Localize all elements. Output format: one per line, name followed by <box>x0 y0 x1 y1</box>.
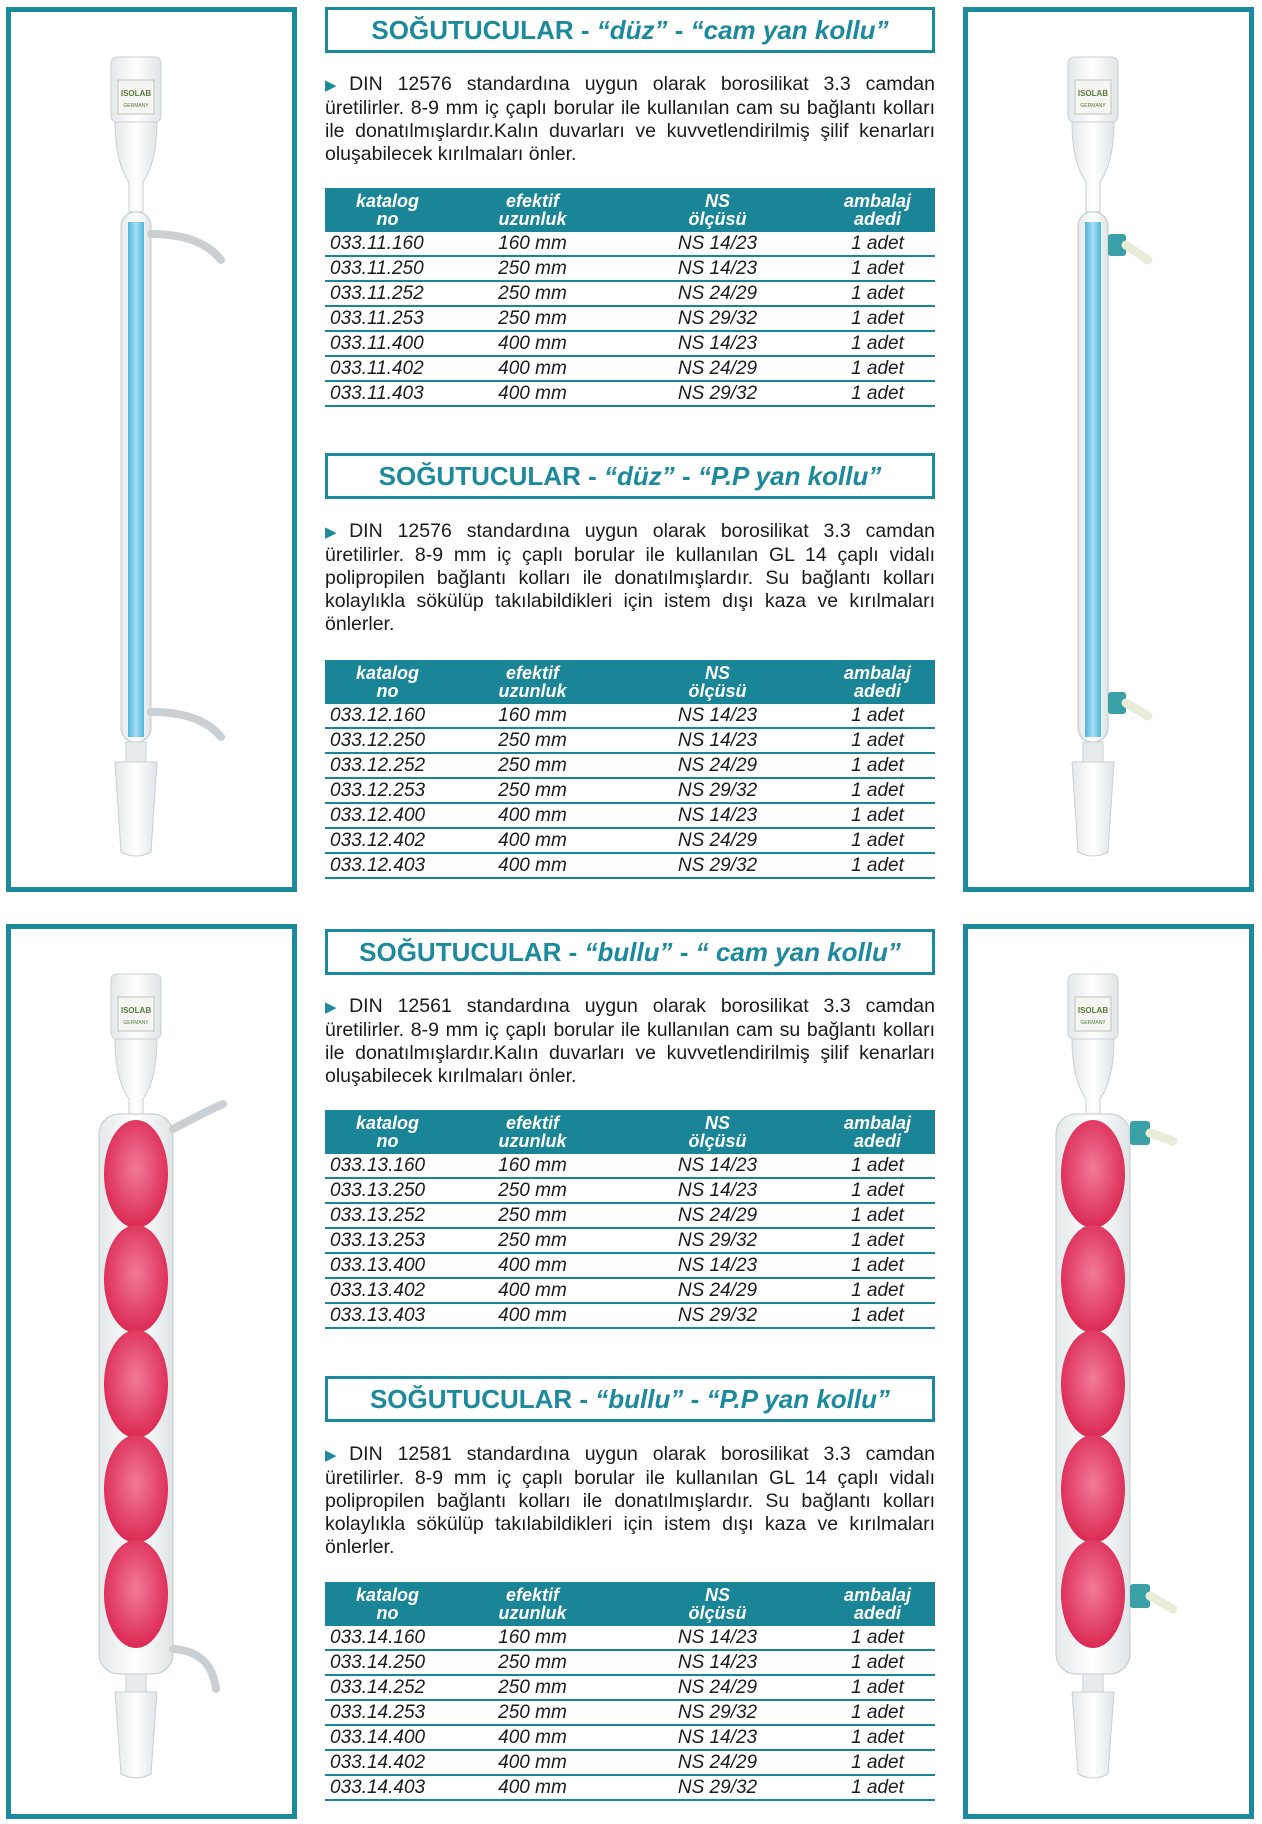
svg-text:GERMANY: GERMANY <box>1080 1020 1106 1026</box>
ns-size-cell: NS 14/23 <box>615 331 820 356</box>
table-row <box>325 1178 935 1203</box>
effective-length-cell: 250 mm <box>450 1178 615 1203</box>
header-package-qty-line1: ambalaj <box>843 191 912 211</box>
header-catalog-no <box>325 1110 450 1154</box>
header-effective-length-line2: uzunluk <box>498 681 567 701</box>
catalog-no-cell: 033.12.252 <box>325 753 450 778</box>
ns-size-cell: NS 24/29 <box>615 1750 820 1775</box>
header-package-qty-line2: adedi <box>853 1603 901 1623</box>
package-qty-cell: 1 adet <box>820 753 935 778</box>
effective-length-cell: 400 mm <box>450 381 615 406</box>
section-title <box>325 929 935 975</box>
catalog-no-cell: 033.14.400 <box>325 1725 450 1750</box>
ns-size-cell: NS 24/29 <box>615 1203 820 1228</box>
header-catalog-no <box>325 660 450 704</box>
package-qty-cell: 1 adet <box>820 803 935 828</box>
table-row <box>325 256 935 281</box>
header-effective-length-line1: efektif <box>505 191 559 211</box>
catalog-no-cell: 033.12.403 <box>325 853 450 878</box>
ns-size-cell: NS 24/29 <box>615 281 820 306</box>
catalog-no-cell: 033.14.160 <box>325 1626 450 1650</box>
package-qty-cell: 1 adet <box>820 778 935 803</box>
table-row <box>325 704 935 728</box>
package-qty-cell: 1 adet <box>820 1178 935 1203</box>
header-effective-length <box>450 1582 615 1626</box>
header-effective-length-line1: efektif <box>505 1113 559 1133</box>
package-qty-cell: 1 adet <box>820 1725 935 1750</box>
header-catalog-no-line2: no <box>376 1603 399 1623</box>
package-qty-cell: 1 adet <box>820 1650 935 1675</box>
title-arm-type: “cam yan kollu” <box>690 15 889 45</box>
effective-length-cell: 400 mm <box>450 803 615 828</box>
package-qty-cell: 1 adet <box>820 1750 935 1775</box>
table-row <box>325 778 935 803</box>
table-row <box>325 828 935 853</box>
header-ns-size-line2: ölçüsü <box>688 1131 747 1151</box>
svg-text:ISOLAB: ISOLAB <box>120 1006 152 1015</box>
package-qty-cell: 1 adet <box>820 1154 935 1178</box>
ns-size-cell: NS 14/23 <box>615 1626 820 1650</box>
effective-length-cell: 400 mm <box>450 1725 615 1750</box>
table-row <box>325 281 935 306</box>
table-row <box>325 1203 935 1228</box>
ns-size-cell: NS 14/23 <box>615 1178 820 1203</box>
arrow-right-icon: ▶ <box>325 999 347 1016</box>
ns-size-cell: NS 29/32 <box>615 381 820 406</box>
effective-length-cell: 400 mm <box>450 1303 615 1328</box>
arrow-right-icon: ▶ <box>325 1447 347 1464</box>
title-separator: - <box>672 937 696 967</box>
header-effective-length <box>450 660 615 704</box>
description-text: DIN 12581 standardına uygun olarak borosilikat 3.3 camdan üretilirler. 8-9 mm iç çaplı borular ile kullanılan GL 14 çaplı vidalı polipropilen bağlantı kolları ile donatılmışlardır. Su bağlantı kolları kolaylıkla sökülüp takılabildikleri için istem dışı kaza ve kırılmaları önlerler. <box>325 1443 935 1558</box>
title-type: “bullu” <box>584 937 673 967</box>
table-row <box>325 1626 935 1650</box>
catalog-no-cell: 033.13.400 <box>325 1253 450 1278</box>
catalog-table <box>325 188 935 407</box>
catalog-no-cell: 033.11.250 <box>325 256 450 281</box>
table-row <box>325 232 935 256</box>
effective-length-cell: 250 mm <box>450 281 615 306</box>
table-row <box>325 1700 935 1725</box>
table-header-row <box>325 1582 935 1626</box>
effective-length-cell: 160 mm <box>450 1154 615 1178</box>
table-row <box>325 1675 935 1700</box>
effective-length-cell: 400 mm <box>450 1750 615 1775</box>
header-package-qty-line1: ambalaj <box>843 663 912 683</box>
catalog-no-cell: 033.12.160 <box>325 704 450 728</box>
ns-size-cell: NS 29/32 <box>615 1700 820 1725</box>
package-qty-cell: 1 adet <box>820 256 935 281</box>
header-package-qty-line1: ambalaj <box>843 1113 912 1133</box>
product-description <box>325 1443 935 1559</box>
table-row <box>325 1750 935 1775</box>
effective-length-cell: 400 mm <box>450 1253 615 1278</box>
package-qty-cell: 1 adet <box>820 1700 935 1725</box>
ns-size-cell: NS 14/23 <box>615 803 820 828</box>
catalog-no-cell: 033.13.160 <box>325 1154 450 1178</box>
table-row <box>325 356 935 381</box>
section-title <box>325 453 935 499</box>
catalog-no-cell: 033.12.253 <box>325 778 450 803</box>
ns-size-cell: NS 29/32 <box>615 1228 820 1253</box>
effective-length-cell: 250 mm <box>450 753 615 778</box>
catalog-no-cell: 033.12.250 <box>325 728 450 753</box>
header-package-qty-line2: adedi <box>853 681 901 701</box>
catalog-no-cell: 033.14.253 <box>325 1700 450 1725</box>
product-description <box>325 73 935 166</box>
package-qty-cell: 1 adet <box>820 1303 935 1328</box>
package-qty-cell: 1 adet <box>820 1203 935 1228</box>
svg-text:GERMANY: GERMANY <box>123 1020 149 1026</box>
header-catalog-no-line1: katalog <box>355 1585 420 1605</box>
ns-size-cell: NS 14/23 <box>615 232 820 256</box>
catalog-table <box>325 1582 935 1801</box>
effective-length-cell: 160 mm <box>450 704 615 728</box>
catalog-no-cell: 033.11.253 <box>325 306 450 331</box>
table-row <box>325 1228 935 1253</box>
package-qty-cell: 1 adet <box>820 381 935 406</box>
effective-length-cell: 250 mm <box>450 256 615 281</box>
header-package-qty-line2: adedi <box>853 1131 901 1151</box>
header-ns-size-line1: NS <box>704 1585 730 1605</box>
header-package-qty <box>820 660 935 704</box>
catalog-no-cell: 033.12.402 <box>325 828 450 853</box>
table-row <box>325 1253 935 1278</box>
svg-text:GERMANY: GERMANY <box>1080 103 1106 109</box>
table-row <box>325 381 935 406</box>
package-qty-cell: 1 adet <box>820 1775 935 1800</box>
title-type: “düz” <box>603 461 675 491</box>
effective-length-cell: 250 mm <box>450 1650 615 1675</box>
ns-size-cell: NS 24/29 <box>615 828 820 853</box>
header-effective-length-line2: uzunluk <box>498 209 567 229</box>
ns-size-cell: NS 14/23 <box>615 1253 820 1278</box>
title-prefix: SOĞUTUCULAR - <box>359 937 585 967</box>
section-title <box>325 7 935 53</box>
table-row <box>325 728 935 753</box>
header-catalog-no-line2: no <box>376 681 399 701</box>
product-image-panel-bulb-pp <box>963 924 1254 1819</box>
table-row <box>325 803 935 828</box>
effective-length-cell: 250 mm <box>450 1700 615 1725</box>
catalog-no-cell: 033.11.252 <box>325 281 450 306</box>
catalog-no-cell: 033.12.400 <box>325 803 450 828</box>
ns-size-cell: NS 14/23 <box>615 1725 820 1750</box>
title-arm-type: “ cam yan kollu” <box>695 937 901 967</box>
header-catalog-no-line2: no <box>376 1131 399 1151</box>
ns-size-cell: NS 14/23 <box>615 728 820 753</box>
table-row <box>325 1650 935 1675</box>
package-qty-cell: 1 adet <box>820 704 935 728</box>
svg-text:ISOLAB: ISOLAB <box>1077 89 1109 98</box>
header-package-qty <box>820 1582 935 1626</box>
effective-length-cell: 400 mm <box>450 1278 615 1303</box>
table-row <box>325 306 935 331</box>
svg-text:ISOLAB: ISOLAB <box>1077 1006 1109 1015</box>
table-row <box>325 1278 935 1303</box>
description-text: DIN 12576 standardına uygun olarak borosilikat 3.3 camdan üretilirler. 8-9 mm iç çaplı borular ile kullanılan cam su bağlantı kolları ile donatılmışlardır.Kalın duvarları ve kuvvetlendirilmiş şilif kenarları oluşabilecek kırılmaları önler. <box>325 73 935 165</box>
catalog-table <box>325 660 935 879</box>
effective-length-cell: 250 mm <box>450 778 615 803</box>
effective-length-cell: 250 mm <box>450 1203 615 1228</box>
header-effective-length-line2: uzunluk <box>498 1131 567 1151</box>
title-separator: - <box>674 461 698 491</box>
catalog-no-cell: 033.14.250 <box>325 1650 450 1675</box>
effective-length-cell: 400 mm <box>450 356 615 381</box>
header-effective-length-line1: efektif <box>505 663 559 683</box>
table-row <box>325 1154 935 1178</box>
header-effective-length-line2: uzunluk <box>498 1603 567 1623</box>
effective-length-cell: 160 mm <box>450 232 615 256</box>
header-catalog-no <box>325 188 450 232</box>
effective-length-cell: 250 mm <box>450 1228 615 1253</box>
package-qty-cell: 1 adet <box>820 1253 935 1278</box>
header-package-qty-line1: ambalaj <box>843 1585 912 1605</box>
header-ns-size <box>615 1110 820 1154</box>
catalog-no-cell: 033.13.403 <box>325 1303 450 1328</box>
catalog-no-cell: 033.13.252 <box>325 1203 450 1228</box>
bulb-condenser-glass-arms-image <box>11 929 292 1814</box>
package-qty-cell: 1 adet <box>820 853 935 878</box>
header-ns-size <box>615 188 820 232</box>
ns-size-cell: NS 29/32 <box>615 778 820 803</box>
ns-size-cell: NS 14/23 <box>615 256 820 281</box>
package-qty-cell: 1 adet <box>820 728 935 753</box>
header-catalog-no-line1: katalog <box>355 1113 420 1133</box>
title-prefix: SOĞUTUCULAR - <box>378 461 604 491</box>
title-arm-type: “P.P yan kollu” <box>706 1384 891 1414</box>
catalog-no-cell: 033.14.403 <box>325 1775 450 1800</box>
package-qty-cell: 1 adet <box>820 356 935 381</box>
header-catalog-no-line2: no <box>376 209 399 229</box>
package-qty-cell: 1 adet <box>820 1675 935 1700</box>
effective-length-cell: 250 mm <box>450 1675 615 1700</box>
table-row <box>325 753 935 778</box>
effective-length-cell: 250 mm <box>450 306 615 331</box>
ns-size-cell: NS 14/23 <box>615 704 820 728</box>
product-description <box>325 995 935 1088</box>
catalog-no-cell: 033.13.402 <box>325 1278 450 1303</box>
package-qty-cell: 1 adet <box>820 828 935 853</box>
table-row <box>325 331 935 356</box>
arrow-right-icon: ▶ <box>325 77 347 94</box>
package-qty-cell: 1 adet <box>820 1278 935 1303</box>
header-ns-size-line1: NS <box>704 1113 730 1133</box>
svg-text:GERMANY: GERMANY <box>123 103 149 109</box>
table-row <box>325 1775 935 1800</box>
effective-length-cell: 250 mm <box>450 728 615 753</box>
header-ns-size-line2: ölçüsü <box>688 681 747 701</box>
effective-length-cell: 160 mm <box>450 1626 615 1650</box>
header-ns-size-line1: NS <box>704 663 730 683</box>
header-package-qty <box>820 188 935 232</box>
catalog-no-cell: 033.14.252 <box>325 1675 450 1700</box>
title-arm-type: “P.P yan kollu” <box>697 461 882 491</box>
ns-size-cell: NS 29/32 <box>615 306 820 331</box>
svg-text:ISOLAB: ISOLAB <box>120 89 152 98</box>
straight-condenser-pp-arms-image <box>968 12 1249 887</box>
catalog-no-cell: 033.11.402 <box>325 356 450 381</box>
header-catalog-no-line1: katalog <box>355 191 420 211</box>
header-ns-size-line2: ölçüsü <box>688 209 747 229</box>
title-separator: - <box>683 1384 707 1414</box>
arrow-right-icon: ▶ <box>325 524 347 541</box>
section-title <box>325 1376 935 1422</box>
table-header-row <box>325 660 935 704</box>
header-ns-size <box>615 1582 820 1626</box>
description-text: DIN 12576 standardına uygun olarak borosilikat 3.3 camdan üretilirler. 8-9 mm iç çaplı borular ile kullanılan GL 14 çaplı vidalı polipropilen bağlantı kolları ile donatılmışlardır. Su bağlantı kolları kolaylıkla sökülüp takılabildikleri için istem dışı kaza ve kırılmaları önlerler. <box>325 520 935 635</box>
catalog-table <box>325 1110 935 1329</box>
ns-size-cell: NS 14/23 <box>615 1154 820 1178</box>
effective-length-cell: 400 mm <box>450 331 615 356</box>
catalog-no-cell: 033.13.250 <box>325 1178 450 1203</box>
product-description <box>325 520 935 636</box>
table-row <box>325 1303 935 1328</box>
header-effective-length <box>450 188 615 232</box>
ns-size-cell: NS 24/29 <box>615 753 820 778</box>
title-type: “bullu” <box>595 1384 684 1414</box>
catalog-no-cell: 033.11.400 <box>325 331 450 356</box>
package-qty-cell: 1 adet <box>820 1228 935 1253</box>
ns-size-cell: NS 29/32 <box>615 1775 820 1800</box>
ns-size-cell: NS 24/29 <box>615 1278 820 1303</box>
title-prefix: SOĞUTUCULAR - <box>371 15 597 45</box>
package-qty-cell: 1 adet <box>820 281 935 306</box>
product-image-panel-straight-glass <box>6 7 297 892</box>
catalog-no-cell: 033.13.253 <box>325 1228 450 1253</box>
product-image-panel-bulb-glass <box>6 924 297 1819</box>
catalog-no-cell: 033.14.402 <box>325 1750 450 1775</box>
title-prefix: SOĞUTUCULAR - <box>369 1384 596 1414</box>
header-ns-size-line2: ölçüsü <box>688 1603 747 1623</box>
header-catalog-no <box>325 1582 450 1626</box>
effective-length-cell: 400 mm <box>450 1775 615 1800</box>
header-ns-size <box>615 660 820 704</box>
header-effective-length-line1: efektif <box>505 1585 559 1605</box>
package-qty-cell: 1 adet <box>820 306 935 331</box>
header-package-qty <box>820 1110 935 1154</box>
effective-length-cell: 400 mm <box>450 853 615 878</box>
product-image-panel-straight-pp <box>963 7 1254 892</box>
table-header-row <box>325 1110 935 1154</box>
effective-length-cell: 400 mm <box>450 828 615 853</box>
package-qty-cell: 1 adet <box>820 232 935 256</box>
catalog-no-cell: 033.11.160 <box>325 232 450 256</box>
ns-size-cell: NS 29/32 <box>615 853 820 878</box>
table-row <box>325 853 935 878</box>
package-qty-cell: 1 adet <box>820 1626 935 1650</box>
package-qty-cell: 1 adet <box>820 331 935 356</box>
header-package-qty-line2: adedi <box>853 209 901 229</box>
table-header-row <box>325 188 935 232</box>
table-row <box>325 1725 935 1750</box>
ns-size-cell: NS 29/32 <box>615 1303 820 1328</box>
header-effective-length <box>450 1110 615 1154</box>
header-catalog-no-line1: katalog <box>355 663 420 683</box>
title-type: “düz” <box>596 15 668 45</box>
catalog-no-cell: 033.11.403 <box>325 381 450 406</box>
title-separator: - <box>667 15 691 45</box>
ns-size-cell: NS 14/23 <box>615 1650 820 1675</box>
ns-size-cell: NS 24/29 <box>615 356 820 381</box>
description-text: DIN 12561 standardına uygun olarak borosilikat 3.3 camdan üretilirler. 8-9 mm iç çaplı borular ile kullanılan cam su bağlantı kolları ile donatılmışlardır.Kalın duvarları ve kuvvetlendirilmiş şilif kenarları oluşabilecek kırılmaları önler. <box>325 995 935 1087</box>
ns-size-cell: NS 24/29 <box>615 1675 820 1700</box>
bulb-condenser-pp-arms-image <box>968 929 1249 1814</box>
straight-condenser-glass-arms-image <box>11 12 292 887</box>
header-ns-size-line1: NS <box>704 191 730 211</box>
